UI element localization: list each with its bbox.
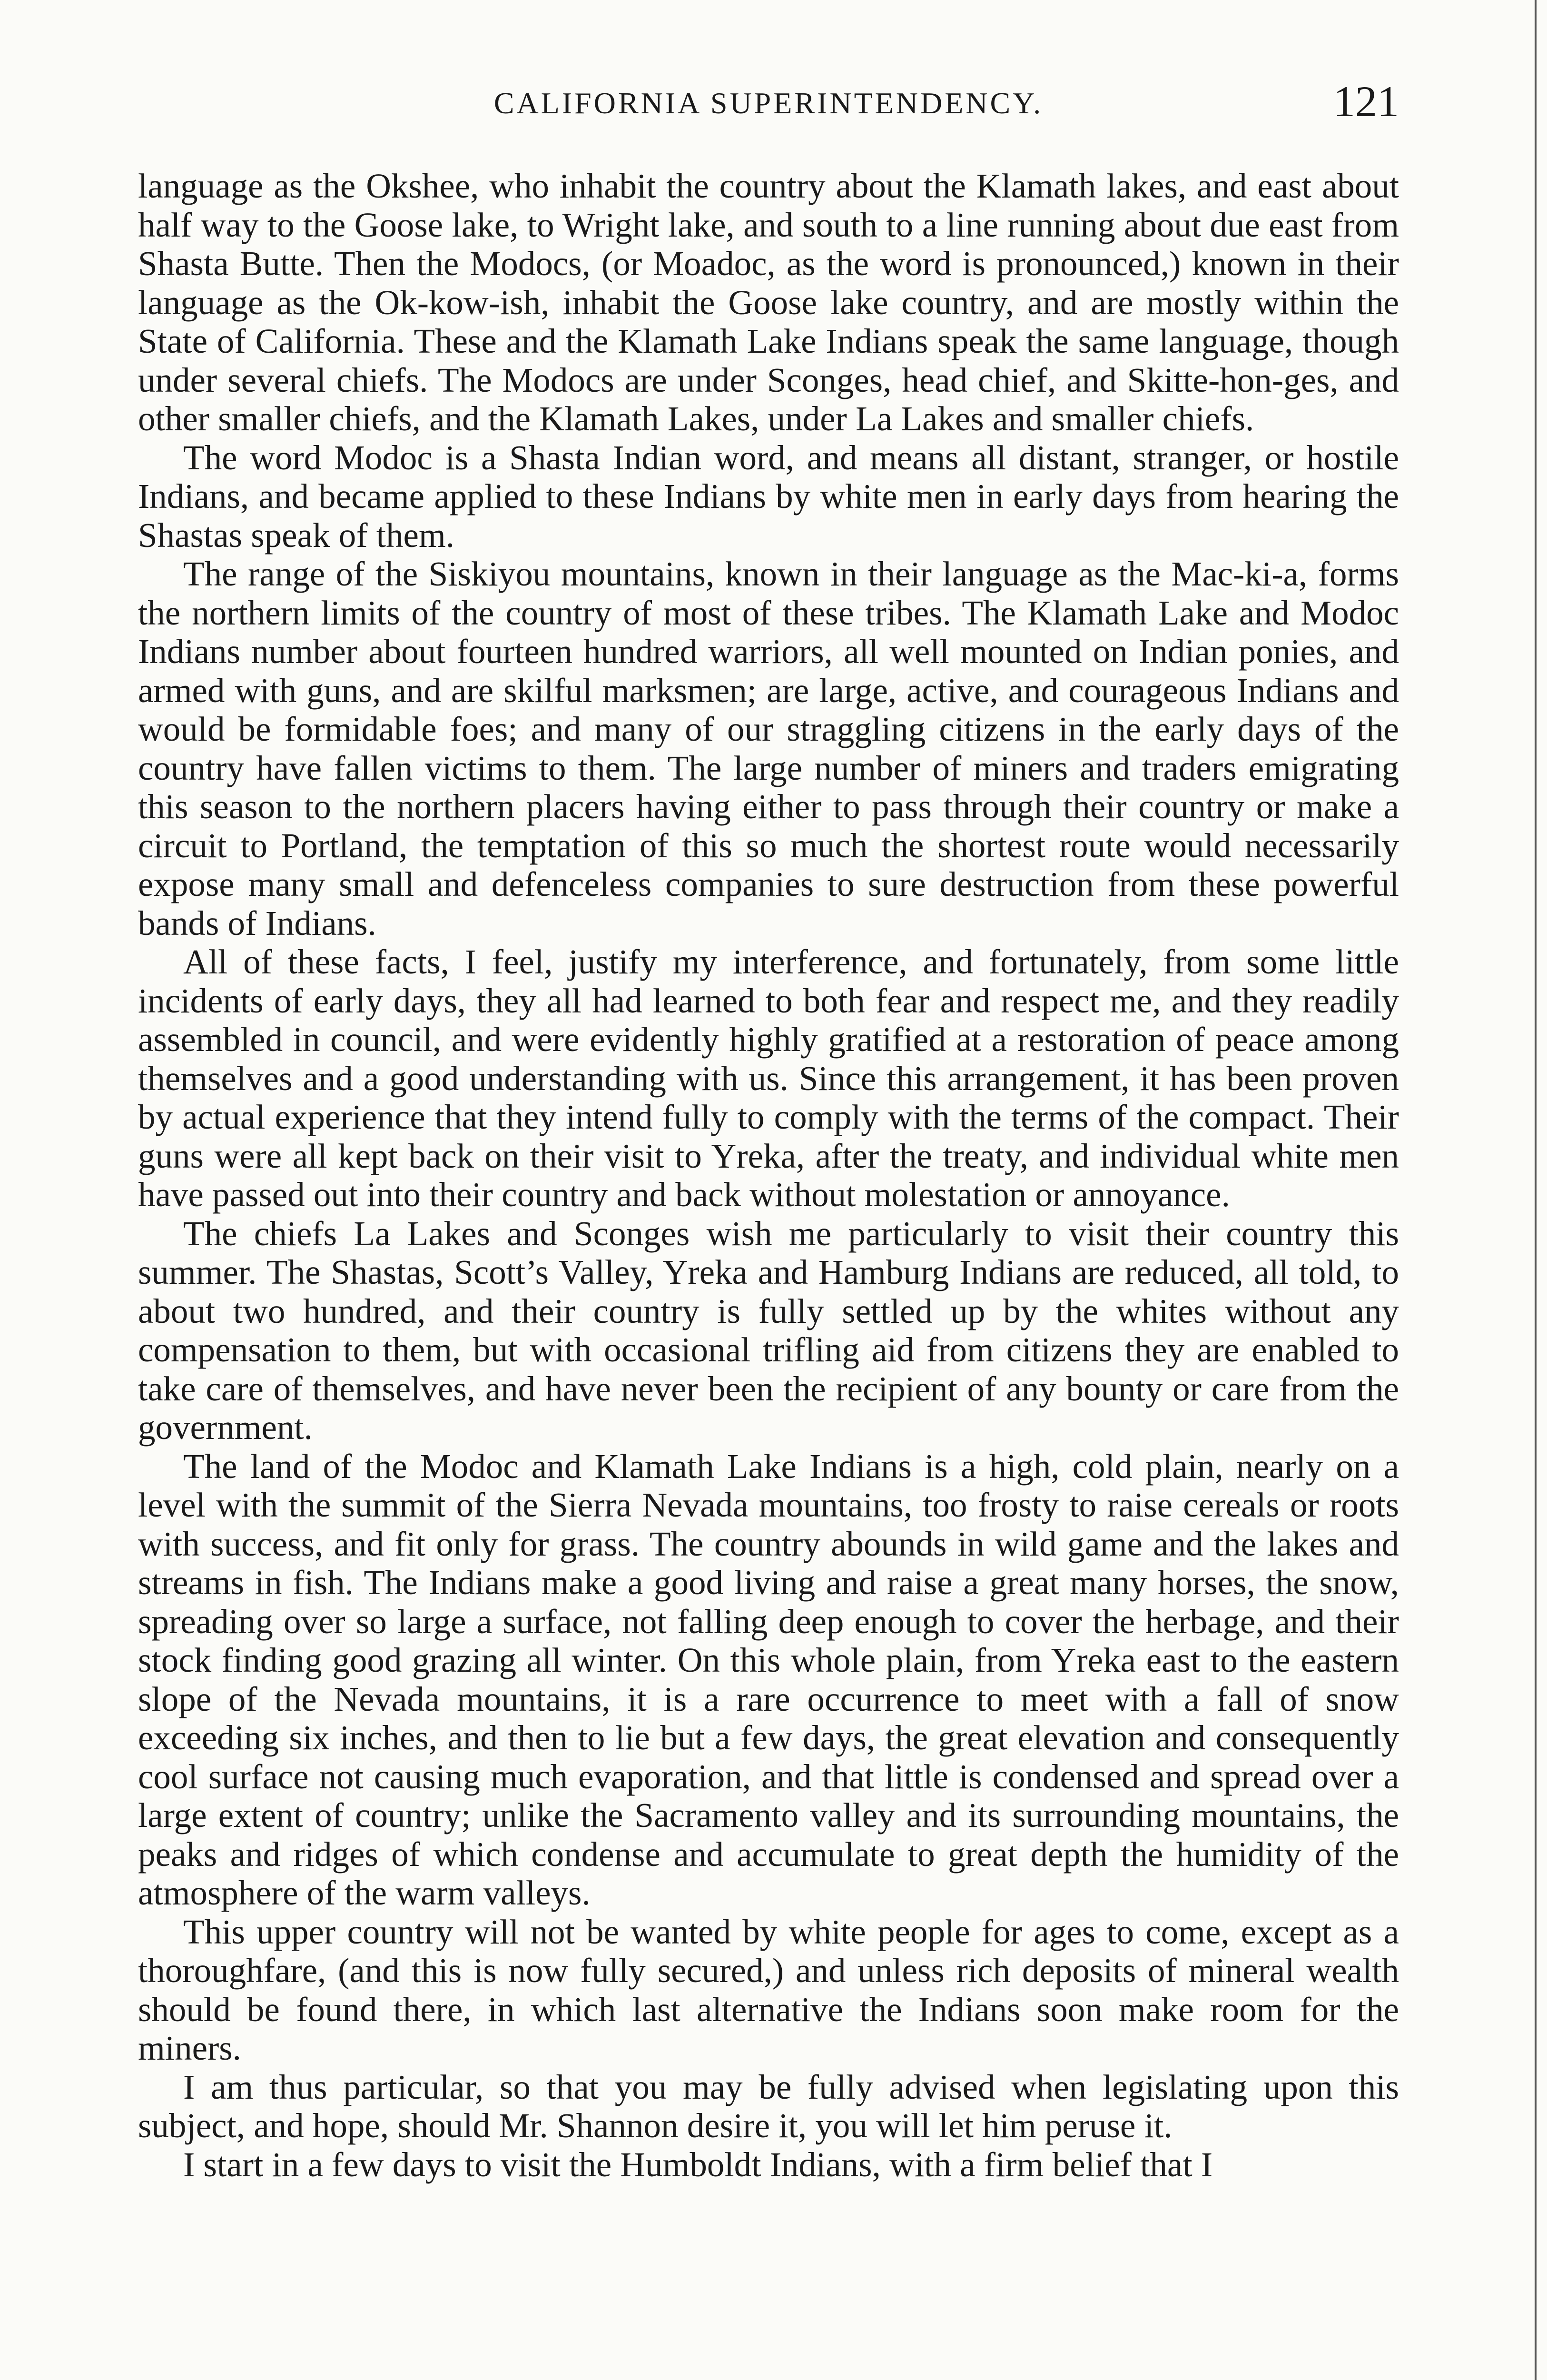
paragraph: All of these facts, I feel, justify my interference, and fortunately, from some little incidents of early days, they all had learned to both fear and respect me, and they readily assembled in council, and were evidently highly gratified at a restoration of peace among themselves and a good understanding with us. Since this arrangement, it has been proven by actual experience that they intend fully to comply with the terms of the compact. Their guns were all kept back on their visit to Yreka, after the treaty, and individual white men have passed out into their country and back without molestation or annoyance. bbox=[138, 942, 1399, 1214]
paragraph: language as the Okshee, who inhabit the country about the Klamath lakes, and east about half way to the Goose lake, to Wright lake, and south to a line running about due east from Shasta Butte. Then the Modocs, (or Moadoc, as the word is pronounced,) known in their language as the Ok-kow-ish, inhabit the Goose lake country, and are mostly within the State of California. These and the Klamath Lake Indians speak the same language, though under several chiefs. The Modocs are under Sconges, head chief, and Skitte-hon-ges, and other smaller chiefs, and the Klamath Lakes, under La Lakes and smaller chiefs. bbox=[138, 167, 1399, 438]
paragraph: I start in a few days to visit the Humboldt Indians, with a firm belief that I bbox=[183, 2145, 1213, 2184]
page-header bbox=[138, 76, 1399, 138]
paragraph: I am thus particular, so that you may be fully advised when legislating upon this subject, and hope, should Mr. Shannon desire it, you will let him peruse it. bbox=[138, 2067, 1399, 2145]
paragraph: The land of the Modoc and Klamath Lake Indians is a high, cold plain, nearly on a level with the summit of the Sierra Nevada mountains, too frosty to raise cereals or roots with success, and fit only for grass. The country abounds in wild game and the lakes and streams in fish. The Indians make a good living and raise a great many horses, the snow, spreading over so large a surface, not falling deep enough to cover the herbage, and their stock finding good grazing all winter. On this whole plain, from Yreka east to the eastern slope of the Nevada mountains, it is a rare occurrence to meet with a fall of snow exceeding six inches, and then to lie but a few days, the great elevation and consequently cool surface not causing much evaporation, and that little is condensed and spread over a large extent of country; unlike the Sacramento valley and its surrounding mountains, the peaks and ridges of which condense and accumulate to great depth the humidity of the atmosphere of the warm valleys. bbox=[138, 1447, 1399, 1912]
running-title: CALIFORNIA SUPERINTENDENCY. bbox=[493, 86, 1044, 120]
body-text bbox=[138, 167, 1399, 2184]
page-number: 121 bbox=[1333, 77, 1399, 126]
paragraph: The word Modoc is a Shasta Indian word, and means all distant, stranger, or hostile Indians, and became applied to these Indians by white men in early days from hearing the Shastas speak of them. bbox=[138, 438, 1399, 555]
paragraph: The range of the Siskiyou mountains, known in their language as the Mac-ki-a, forms the northern limits of the country of most of these tribes. The Klamath Lake and Modoc Indians number about fourteen hundred warriors, all well mounted on Indian ponies, and armed with guns, and are skilful marksmen; are large, active, and courageous Indians and would be formidable foes; and many of our straggling citizens in the early days of the country have fallen victims to them. The large number of miners and traders emigrating this season to the northern placers having either to pass through their country or make a circuit to Portland, the temptation of this so much the shortest route would necessarily expose many small and defenceless companies to sure destruction from these powerful bands of Indians. bbox=[138, 555, 1399, 942]
page-edge-rule bbox=[1535, 0, 1537, 2380]
paragraph: The chiefs La Lakes and Sconges wish me particularly to visit their country this summer. The Shastas, Scott’s Valley, Yreka and Hamburg Indians are reduced, all told, to about two hundred, and their country is fully settled up by the whites without any compensation to them, but with occasional trifling aid from citizens they are enabled to take care of themselves, and have never been the recipient of any bounty or care from the government. bbox=[138, 1214, 1399, 1447]
paragraph: This upper country will not be wanted by white people for ages to come, except as a thoroughfare, (and this is now fully secured,) and unless rich deposits of mineral wealth should be found there, in which last alternative the Indians soon make room for the miners. bbox=[138, 1912, 1399, 2067]
